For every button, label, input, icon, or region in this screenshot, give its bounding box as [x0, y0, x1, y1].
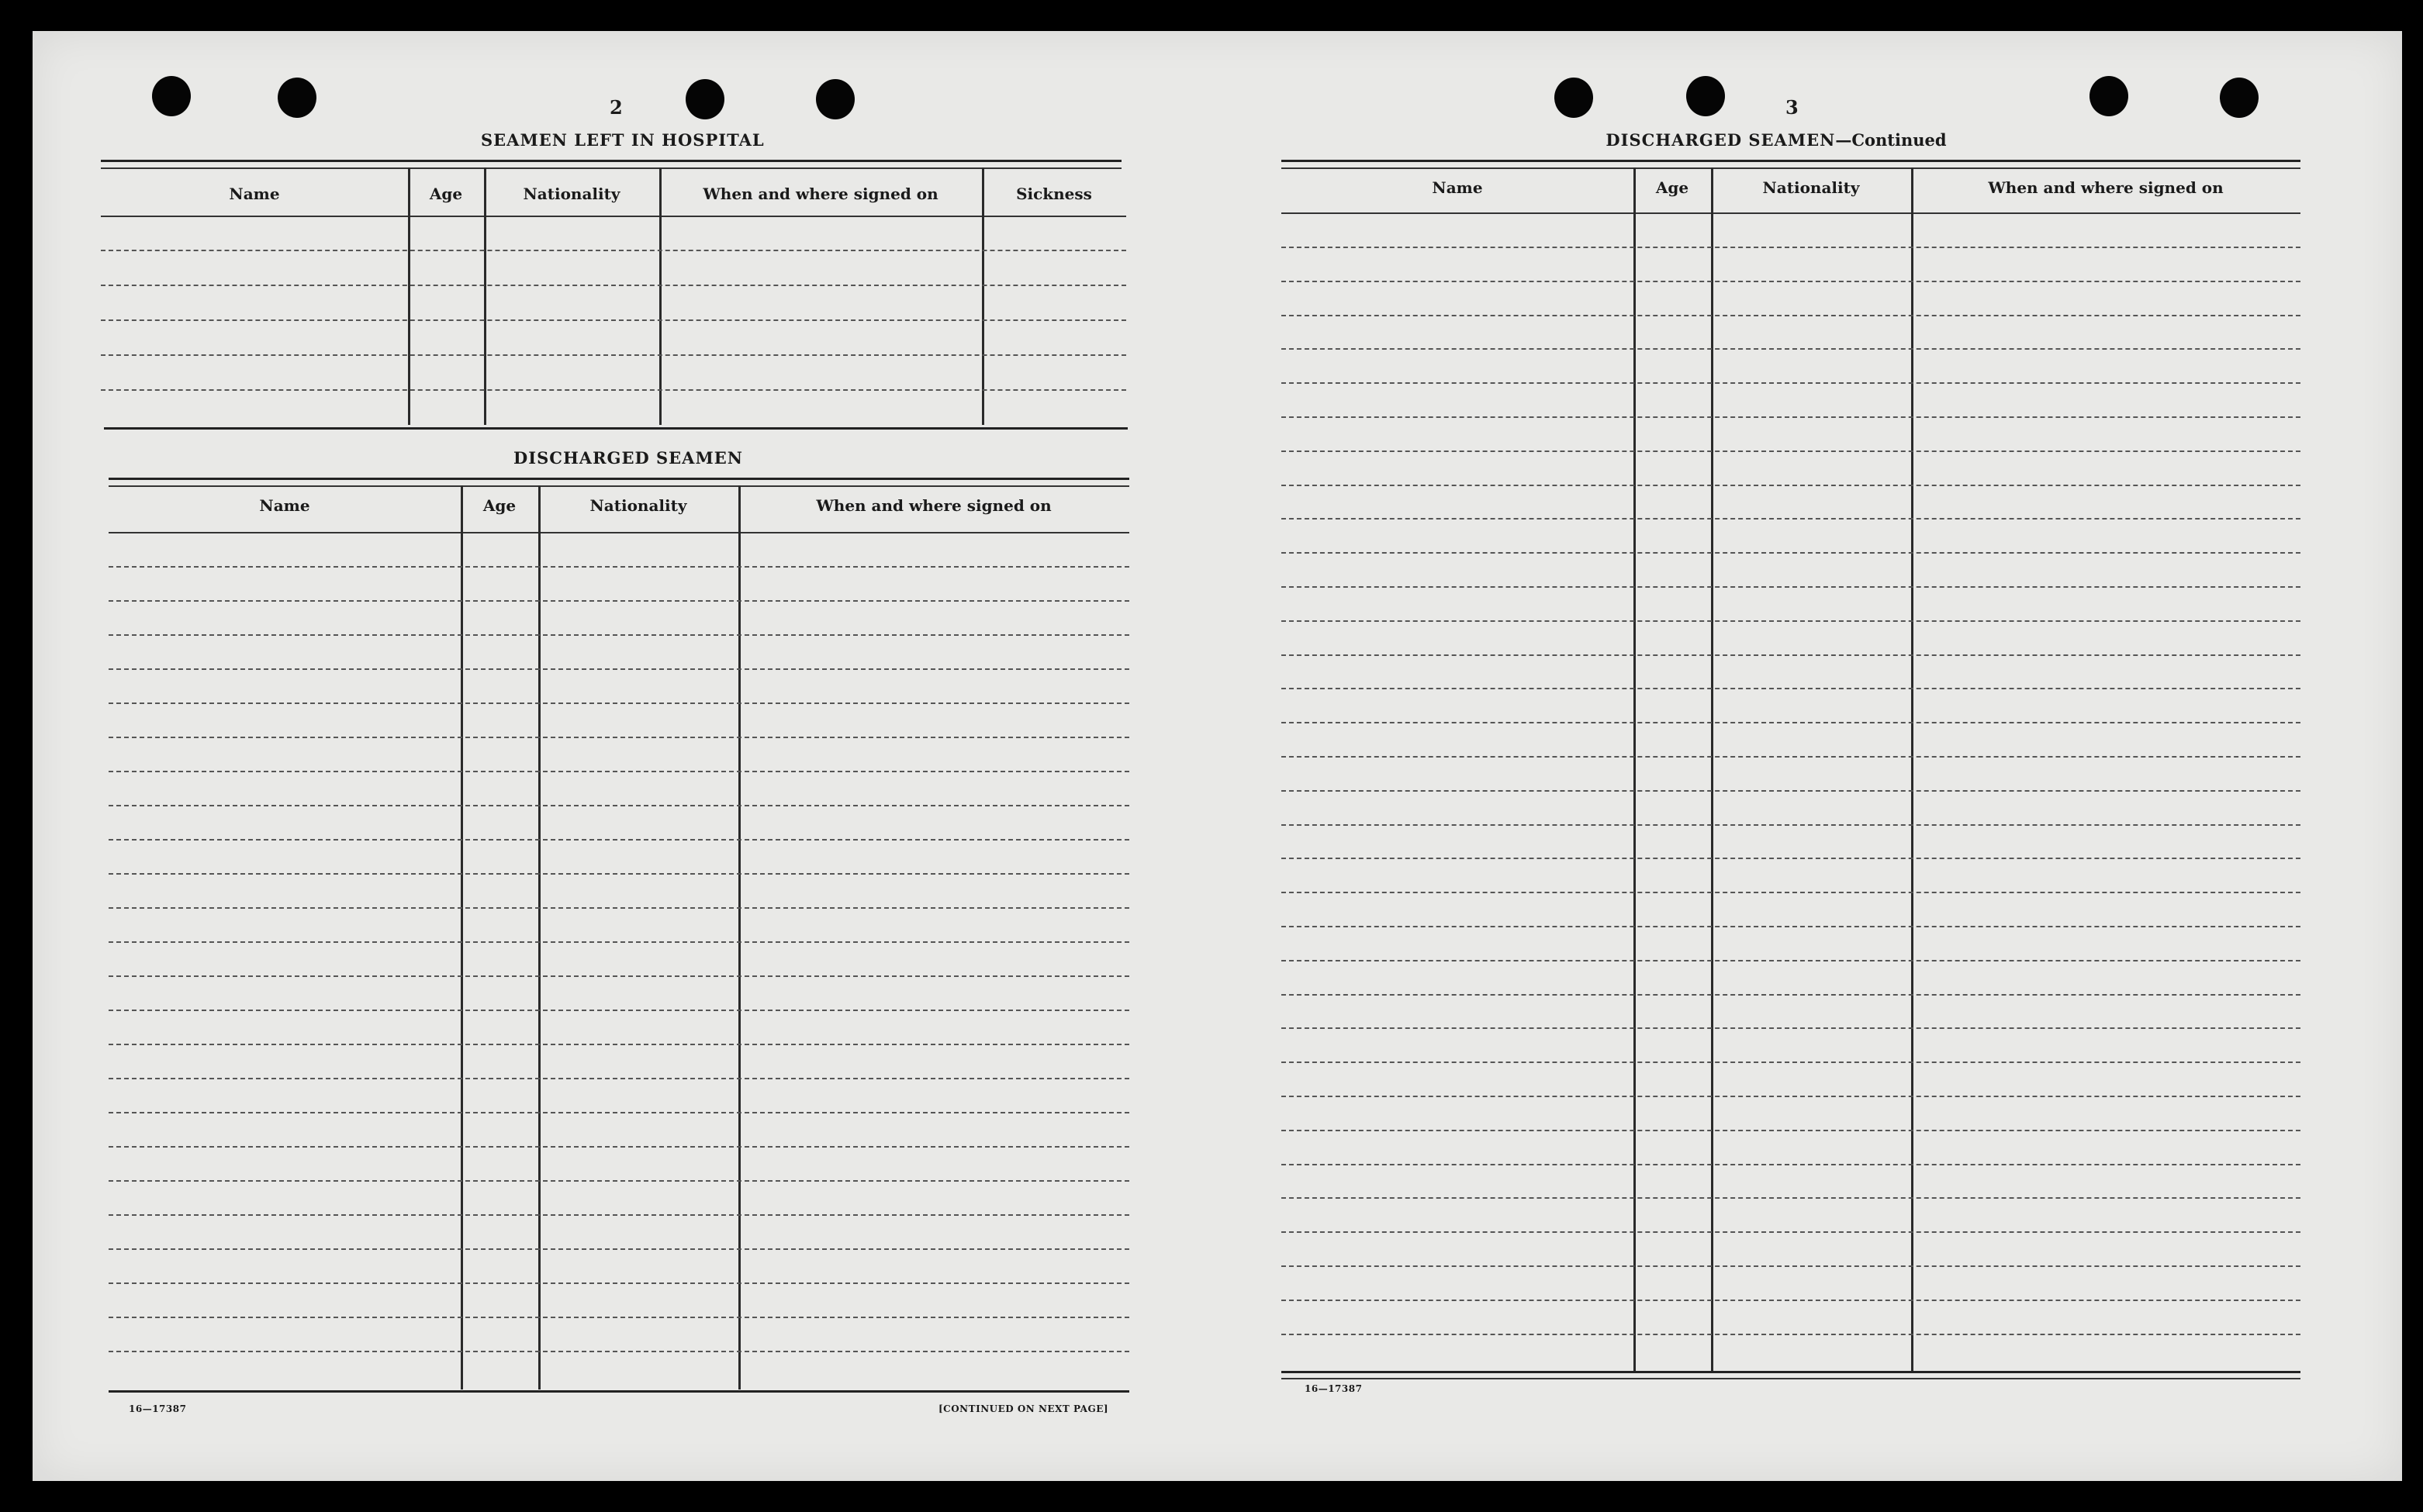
- entry-line: [1281, 960, 2300, 961]
- hospital-table-top-rule-2: [101, 167, 1122, 169]
- entry-line: [1281, 1096, 2300, 1097]
- entry-line: [1281, 552, 2300, 554]
- entry-line: [109, 1078, 1129, 1079]
- hospital-table-top-rule: [101, 160, 1122, 162]
- column-divider: [738, 485, 741, 1389]
- discharged-table-top-rule-2: [109, 485, 1129, 487]
- entry-line: [109, 1351, 1129, 1352]
- entry-line: [109, 634, 1129, 636]
- punch-hole: [816, 79, 855, 119]
- column-divider: [484, 167, 486, 425]
- entry-line: [1281, 382, 2300, 384]
- entry-line: [1281, 315, 2300, 316]
- entry-line: [1281, 688, 2300, 689]
- column-header-when-and-where-signed-on: When and where signed on: [1988, 178, 2224, 197]
- header-bottom-rule: [101, 216, 1126, 217]
- punch-hole: [1554, 78, 1593, 118]
- column-header-sickness: Sickness: [1016, 185, 1092, 203]
- entry-line: [1281, 1265, 2300, 1267]
- entry-line: [109, 907, 1129, 909]
- entry-line: [101, 389, 1126, 391]
- header-bottom-rule: [1281, 212, 2300, 214]
- column-header-when-and-where-signed-on: When and where signed on: [816, 496, 1052, 515]
- column-header-name: Name: [259, 496, 310, 515]
- column-divider: [408, 167, 410, 425]
- entry-line: [1281, 485, 2300, 486]
- entry-line: [1281, 926, 2300, 927]
- entry-line: [101, 354, 1126, 356]
- entry-line: [1281, 1231, 2300, 1233]
- entry-line: [1281, 620, 2300, 622]
- entry-line: [1281, 722, 2300, 723]
- entry-line: [1281, 858, 2300, 859]
- entry-line: [109, 1248, 1129, 1250]
- entry-line: [109, 668, 1129, 670]
- entry-line: [1281, 1164, 2300, 1165]
- entry-line: [109, 839, 1129, 841]
- column-header-age: Age: [482, 496, 517, 515]
- right-title-main: DISCHARGED SEAMEN: [1606, 130, 1836, 150]
- entry-line: [109, 1112, 1129, 1113]
- header-bottom-rule: [109, 532, 1129, 533]
- entry-line: [1281, 824, 2300, 826]
- entry-line: [1281, 348, 2300, 350]
- column-header-nationality: Nationality: [1762, 178, 1860, 197]
- entry-line: [109, 1214, 1129, 1216]
- entry-line: [101, 285, 1126, 286]
- entry-line: [109, 771, 1129, 772]
- entry-line: [1281, 1334, 2300, 1335]
- entry-line: [101, 319, 1126, 321]
- entry-line: [1281, 790, 2300, 792]
- entry-line: [1281, 756, 2300, 758]
- punch-hole: [2220, 78, 2259, 118]
- column-header-age: Age: [1655, 178, 1689, 197]
- entry-line: [1281, 994, 2300, 996]
- form-number-right: 16—17387: [1305, 1383, 1363, 1394]
- column-header-when-and-where-signed-on: When and where signed on: [703, 185, 938, 203]
- right-table-top-rule: [1281, 160, 2300, 162]
- column-divider: [538, 485, 541, 1389]
- entry-line: [1281, 450, 2300, 452]
- punch-hole: [1686, 76, 1725, 116]
- entry-line: [109, 873, 1129, 875]
- column-divider: [461, 485, 463, 1389]
- entry-line: [1281, 1197, 2300, 1199]
- column-header-nationality: Nationality: [589, 496, 687, 515]
- entry-line: [1281, 1027, 2300, 1029]
- entry-line: [109, 737, 1129, 738]
- punch-hole: [2089, 76, 2128, 116]
- entry-line: [109, 941, 1129, 943]
- entry-line: [1281, 892, 2300, 893]
- entry-line: [101, 250, 1126, 251]
- discharged-table-bottom-rule: [109, 1390, 1129, 1393]
- entry-line: [109, 1044, 1129, 1045]
- entry-line: [1281, 1062, 2300, 1063]
- entry-line: [1281, 586, 2300, 588]
- entry-line: [109, 1146, 1129, 1148]
- right-section-title: [1598, 130, 1955, 150]
- entry-line: [109, 1317, 1129, 1318]
- page-number-left: 2: [610, 96, 623, 119]
- punch-hole: [686, 79, 724, 119]
- hospital-section-title: SEAMEN LEFT IN HOSPITAL: [481, 130, 765, 150]
- column-divider: [659, 167, 662, 425]
- hospital-table-bottom-rule: [104, 427, 1128, 430]
- entry-line: [109, 566, 1129, 568]
- discharged-section-title: DISCHARGED SEAMEN: [513, 448, 743, 468]
- entry-line: [1281, 416, 2300, 418]
- entry-line: [1281, 1300, 2300, 1301]
- punch-hole: [152, 76, 191, 116]
- entry-line: [1281, 518, 2300, 520]
- entry-line: [109, 975, 1129, 977]
- entry-line: [109, 702, 1129, 704]
- right-table-top-rule-2: [1281, 167, 2300, 169]
- entry-line: [1281, 281, 2300, 282]
- entry-line: [1281, 247, 2300, 248]
- column-header-name: Name: [1432, 178, 1483, 197]
- continued-note: [CONTINUED ON NEXT PAGE]: [938, 1403, 1109, 1414]
- discharged-table-top-rule: [109, 478, 1129, 480]
- right-table-bottom-rule: [1281, 1371, 2300, 1373]
- column-header-age: Age: [429, 185, 463, 203]
- column-header-name: Name: [229, 185, 280, 203]
- page-number-right: 3: [1785, 96, 1799, 119]
- entry-line: [109, 1180, 1129, 1182]
- entry-line: [1281, 1130, 2300, 1131]
- entry-line: [109, 1010, 1129, 1011]
- right-table-bottom-rule-2: [1281, 1378, 2300, 1379]
- entry-line: [1281, 654, 2300, 656]
- right-title-suffix: —Continued: [1835, 130, 1947, 150]
- entry-line: [109, 600, 1129, 602]
- entry-line: [109, 805, 1129, 806]
- punch-hole: [278, 78, 316, 118]
- column-divider: [982, 167, 984, 425]
- entry-line: [109, 1282, 1129, 1284]
- form-number-left: 16—17387: [129, 1403, 187, 1414]
- column-header-nationality: Nationality: [523, 185, 620, 203]
